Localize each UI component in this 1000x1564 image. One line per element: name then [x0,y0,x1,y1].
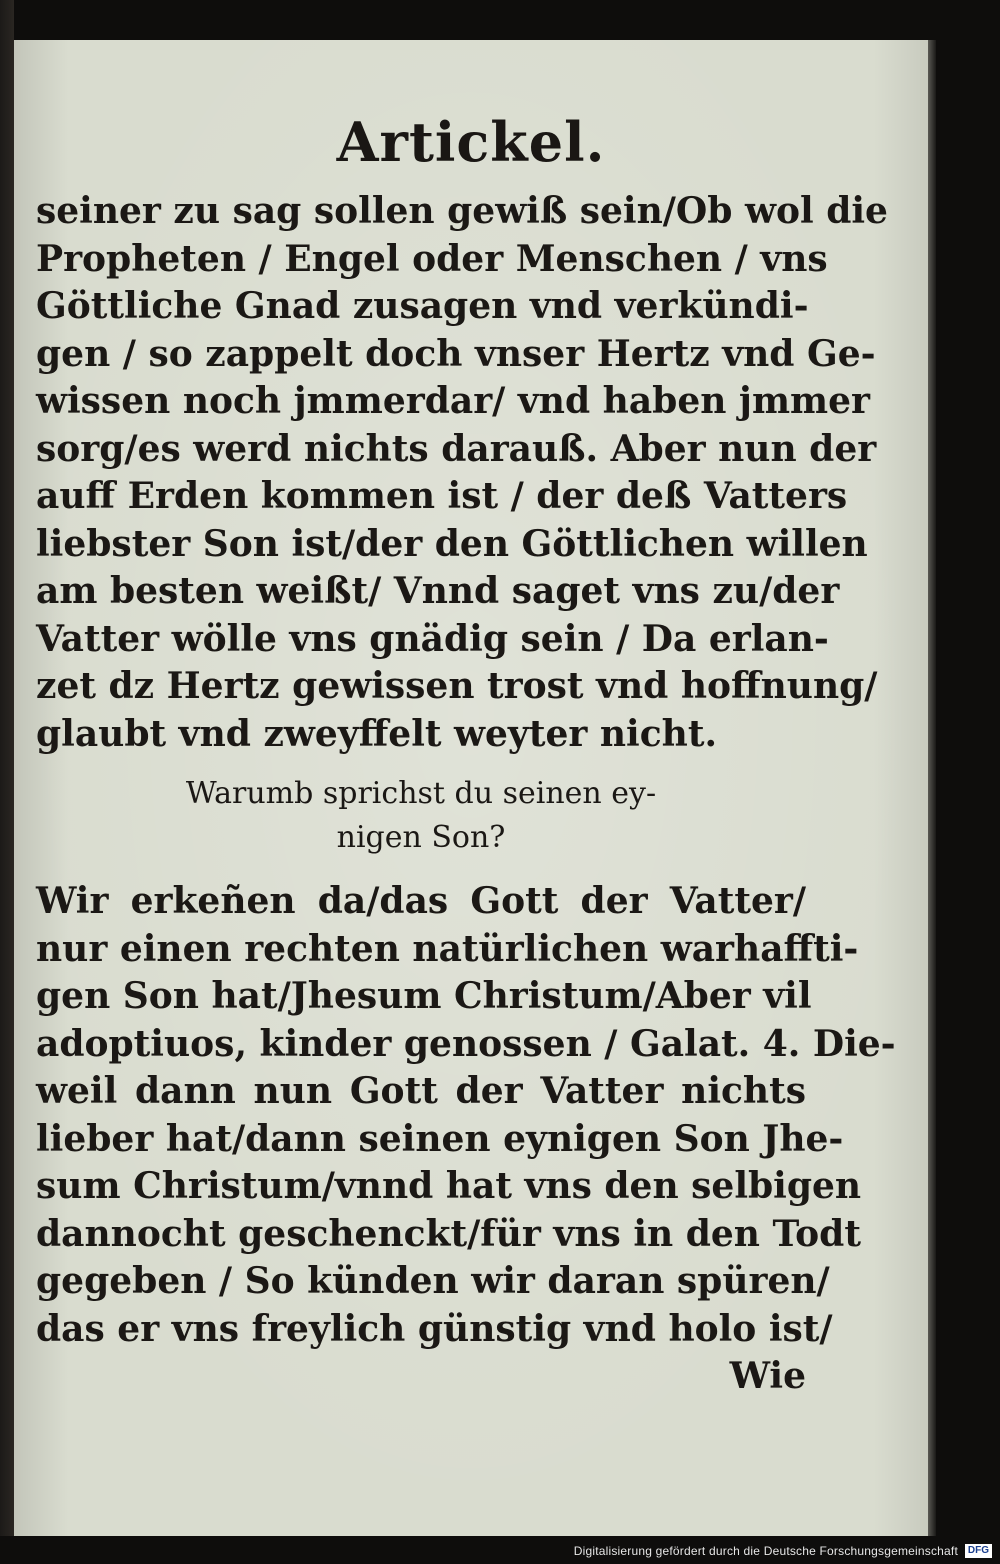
answer-line: dannocht geschenckt/für vns in den Todt [36,1212,861,1255]
spacer [36,860,806,878]
page-edge-shadow [928,40,936,1536]
answer-line: Wir erkeñen da/das Gott der Vatter/ [36,880,806,922]
text-line: liebster Son ist/der den Göttlichen willen [36,522,868,565]
question-heading-line: Warumb sprichst du seinen ey- [185,776,657,811]
text-line: auff Erden kommen ist / der deß Vatters [36,475,848,517]
answer-line: weil dann nun Gott der Vatter nichts [36,1070,806,1112]
text-line: zet dz Hertz gewissen trost vnd hoffnung/ [36,665,878,707]
text-line: sorg/es werd nichts darauß. Aber nun der [36,427,877,470]
answer-line: lieber hat/dann seinen eynigen Son Jhe- [36,1117,844,1160]
text-line: Propheten / Engel oder Menschen / vns [36,237,828,280]
question-heading-line: nigen Son? [336,820,506,855]
book-page [14,40,928,1536]
funding-credit: Digitalisierung gefördert durch die Deutsche Forschungsgemeinschaft [573,1544,958,1558]
answer-line: adoptiuos, kinder genossen / Galat. 4. Die- [36,1022,896,1065]
answer-line: gen Son hat/Jhesum Christum/Aber vil [36,975,812,1017]
answer-line: gegeben / So künden wir daran spüren/ [36,1260,830,1302]
book-edge [0,0,14,1564]
page-body [36,188,896,1401]
answer-line: nur einen rechten natürlichen warhaffti- [36,927,859,970]
spacer [36,758,806,772]
text-line: glaubt vnd zweyffelt weyter nicht. [36,712,717,755]
text-line: wissen noch jmmerdar/ vnd haben jmmer [36,380,871,422]
footer-bar [0,1536,1000,1564]
text-line: gen / so zappelt doch vnser Hertz vnd Ge- [36,332,876,375]
text-line: am besten weißt/ Vnnd saget vns zu/der [36,570,840,612]
text-line: seiner zu sag sollen gewiß sein/Ob wol die [36,190,888,232]
dfg-logo-icon: DFG [965,1544,992,1558]
answer-line: sum Christum/vnnd hat vns den selbigen [36,1165,862,1207]
text-line: Vatter wölle vns gnädig sein / Da erlan- [36,617,829,660]
catchword: Wie [729,1355,806,1397]
answer-line: das er vns freylich günstig vnd holo ist/ [36,1307,833,1350]
running-head: Artickel. [336,110,606,174]
text-line: Göttliche Gnad zusagen vnd verkündi- [36,285,809,327]
